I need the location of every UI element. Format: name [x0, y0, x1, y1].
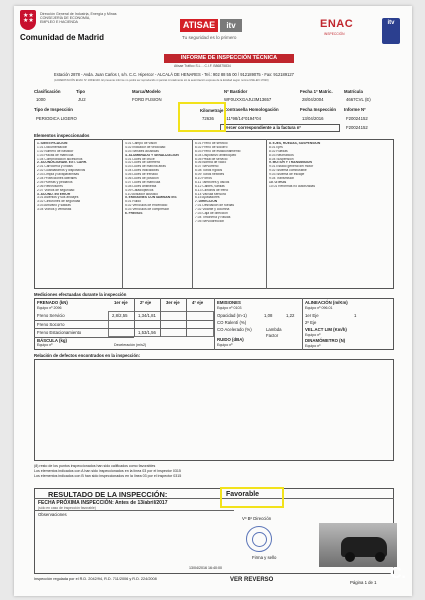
value-matricula: 4667CVL (E) — [346, 97, 371, 102]
element-item: 6.03 Freno de estacionamiento — [195, 149, 241, 153]
measure-divider-1 — [214, 298, 215, 350]
element-item: 3.02 Cinturones de seguridad — [37, 200, 81, 204]
label-matricula: Matrícula — [344, 89, 363, 94]
row-freno-socorro: Freno Socorro — [37, 322, 65, 327]
element-item: 9. MOTOR Y TRANSMISIÓN — [269, 161, 312, 165]
element-item: 2. ACONDICIONAM. EXT. CARR. — [37, 161, 88, 165]
element-item: 8. EJES, RUEDAS, SUSPENSIÓN — [269, 142, 321, 145]
element-item: 4.01 Luces de cruce — [125, 157, 155, 161]
station-line: Estación 2878 - Avda. Juan Carlos I, s/n. C.C. Hipercor - ALCALÁ DE HENARES - Tel.: 902 88 55 00 / 912189075 - Fax: 912189127 — [54, 72, 294, 77]
frenado-label: FRENADO (kN) — [37, 300, 68, 305]
ministry-block: Dirección General de Industria, Energía y Minas CONSEJERÍA DE ECONOMÍA, EMPLEO E HACIENDA — [40, 12, 117, 25]
element-item: 6.13 Cilindros de freno — [195, 188, 229, 192]
label-contrasena: Contraseña Homologación — [224, 107, 279, 112]
axle-header-4: 4º eje — [192, 300, 204, 305]
element-item: 2.02 Guardabarros y dispositivos — [37, 169, 86, 173]
next-inspection-note: (sólo en caso de inspección favorable) — [38, 506, 96, 510]
elements-col-2 — [125, 142, 191, 216]
element-item: 5.02 Vehículos de encendido — [125, 204, 168, 208]
value-clasificacion: 1000 — [36, 97, 46, 102]
slogan: Tu seguridad es lo primero — [182, 35, 237, 40]
alineacion-eje2: 2º Eje — [305, 320, 317, 325]
car-wheel-rear — [375, 552, 385, 562]
measure-divider-2 — [302, 298, 303, 350]
emisiones-equipo: Equipo nº 0103 — [217, 306, 242, 310]
element-item: 6.06 Bomba de vacío — [195, 161, 227, 165]
element-item: 9.01 Estado general del motor — [269, 165, 314, 169]
value-tipo-inspeccion: PERIODICA LIGERO — [36, 116, 77, 121]
freno-servicio-eje1: 2,8/2,55 — [112, 313, 128, 318]
label-clasificacion: Clasificación — [34, 89, 61, 94]
atisae-logo: ATISAE — [180, 19, 218, 32]
result-highlight — [220, 487, 284, 508]
element-item: 6.12 Cables, varillas — [195, 184, 225, 188]
element-item: 7.04 Timonería y rótulas — [195, 215, 231, 219]
elements-divider-1 — [122, 139, 123, 289]
firma-label: Firma y sello — [252, 555, 277, 560]
value-fecha-matric: 28/04/2004 — [302, 97, 324, 102]
elements-divider-2 — [192, 139, 193, 289]
label-fecha-inspeccion: Fecha Inspección — [300, 107, 337, 112]
defects-footnote-1: (8) resto de los puntos inspeccionados han sido calificados como favorables — [34, 464, 156, 468]
official-stamp — [246, 526, 272, 552]
element-item: 6.02 Freno de socorro — [195, 145, 228, 149]
frenado-col-line-1 — [134, 298, 135, 337]
element-item: 6. FRENOS — [125, 212, 143, 216]
element-item: 1.01 Documentación — [37, 145, 68, 149]
ruido-equipo: Equipo nº — [217, 343, 233, 347]
element-item: 4. ALUMBRADO Y SEÑALIZACIÓN — [125, 153, 179, 157]
element-item: 1.04 Comprobación accesorios — [37, 157, 83, 161]
ruido-label: RUIDO (dBA) — [217, 337, 244, 342]
co-ralenti-label: CO Ralentí (%) — [217, 320, 247, 325]
row-freno-servicio: Freno Servicio — [37, 313, 65, 318]
dinamometro-equipo: Equipo nº — [305, 344, 321, 348]
visto-bueno-label: Vº Bº Dirección — [242, 516, 272, 521]
label-bastidor: Nº Bastidor — [224, 89, 248, 94]
observaciones-label: Observaciones — [38, 512, 67, 517]
inspection-report-page — [14, 6, 412, 596]
element-item: 4.03 Señales acústicas — [125, 149, 159, 153]
label-kilometraje: Kilometraje — [200, 108, 224, 113]
frenado-row-line-2 — [34, 328, 214, 329]
element-item: 5.01 Ruido — [125, 200, 141, 204]
element-item: 6.05 Pedal de servicio — [195, 157, 228, 161]
axle-header-3: 3er eje — [166, 300, 180, 305]
result-heading: RESULTADO DE LA INSPECCIÓN: — [48, 490, 168, 499]
velact-label: VEL.ACT LIM (Km/h) — [305, 327, 347, 332]
velact-equipo: Equipo nº — [305, 333, 321, 337]
madrid-shield-logo — [20, 10, 36, 30]
element-item: 3.01 Asientos y sus anclajes — [37, 196, 79, 200]
element-item: 10.01 Reformas no autorizadas — [269, 184, 316, 188]
alineacion-eje1: 1er Eje — [305, 313, 319, 318]
element-item: 8.03 Neumáticos — [269, 153, 294, 157]
enac-logo: ENAC — [320, 18, 354, 30]
opacidad-label: Opacidad (m-1) — [217, 313, 247, 318]
element-item: 4.04 Luces indicadoras — [125, 169, 159, 173]
firma-fecha: 13/04/2016 16:40:00 — [189, 566, 222, 570]
element-item: 2.07 Vidrios de seguridad — [37, 188, 75, 192]
value-fecha-inspeccion: 13/04/2016 — [302, 116, 324, 121]
element-item: 2.06 Retrovisores — [37, 184, 63, 188]
freno-servicio-eje2: 1,34/1,81 — [138, 313, 156, 318]
report-title: INFORME DE INSPECCIÓN TÉCNICA — [164, 54, 294, 63]
element-item: 7.03 Caja de dirección — [195, 212, 228, 216]
element-item: 4.10 Avisador acústico — [125, 192, 158, 196]
element-item: 4.03 Luces de marcha atrás — [125, 165, 166, 169]
vehicle-photo — [319, 523, 397, 567]
freno-estac-eje2: 1,53/1,56 — [138, 330, 156, 335]
label-tipo-inspeccion: Tipo de Inspección — [34, 107, 73, 112]
element-item: 6.14 Válvula sensora — [195, 192, 226, 196]
element-item: 5. EMISIONES CONTAMINANTES — [125, 196, 177, 200]
element-item: 4.08 Luces antiniebla — [125, 184, 157, 188]
factor-label: Factor — [266, 333, 279, 338]
element-item: 7.02 Volante y columna — [195, 208, 230, 212]
label-tercer-informe: Tercer correspondiente a la factura nº — [224, 125, 301, 130]
axle-header-2: 2º eje — [140, 300, 152, 305]
element-item: 4.07 Luces de matrícula — [125, 180, 161, 184]
label-tipo: Tipo — [76, 89, 85, 94]
defects-heading: Relación de defectos encontrados en la inspección: — [34, 353, 141, 358]
emisiones-label: EMISIONES — [217, 300, 241, 305]
value-kilometraje: 72636 — [202, 116, 214, 121]
element-item: 6.08 Tubos rígidos — [195, 169, 223, 173]
car-wheel-front — [345, 552, 355, 562]
elements-col-3 — [195, 142, 265, 224]
page-number: Página 1 de 1 — [350, 580, 377, 585]
label-marca: Marca/Modelo — [132, 89, 161, 94]
element-item: 10. OTROS — [269, 180, 287, 184]
madrid-star-icon: ★★ ★★ — [23, 13, 34, 24]
itv-logo: itv — [382, 18, 400, 44]
element-item: 2.01 Carrocería y chasis — [37, 165, 73, 169]
element-item: 9.03 Sistema de escape — [269, 173, 305, 177]
co-acelerado-label: CO Acelerado (%) — [217, 327, 252, 332]
element-item: 3.04 Vidrios y ventanas — [37, 208, 72, 212]
element-item: 3.03 Antivaho y salidas — [37, 204, 71, 208]
defects-footnote-3: Los elementos indicados con B han sido inspeccionados en la línea 03 por el inspector 0315 — [34, 474, 182, 478]
next-inspection: FECHA PRÓXIMA INSPECCIÓN: Antes de 13/abril/2017 — [38, 500, 168, 506]
label-fecha-matric: Fecha 1ª Matric. — [300, 89, 333, 94]
row-freno-estacionamiento: Freno Estacionamiento — [37, 330, 82, 335]
element-item: 6.04 Dispositivo antibloqueo — [195, 153, 237, 157]
station-line-2: (ACREDITACIÓN ENAC Nº 106/EI146. El presente informe no podrá ser reproducido ni parcial ni totalmente sin la autorización expresa de la Entidad según norma UNE-EN 17020) — [54, 79, 269, 82]
element-item: 2.03 Limpia y lavaparabrisas — [37, 173, 79, 177]
elements-col-4 — [269, 142, 349, 189]
element-item: 8.02 Ruedas — [269, 149, 288, 153]
value-informe: F20024152 — [346, 116, 368, 121]
element-item: 4.09 Catadióptricos — [125, 188, 154, 192]
element-item: 6.11 Tambores y discos — [195, 180, 230, 184]
element-item: 9.02 Sistema combustible — [269, 169, 307, 173]
deceleracion-label: Deceleración (m/s2) — [114, 343, 147, 347]
element-item: 4.05 Luces de frenado — [125, 173, 158, 177]
alineacion-value: 1 — [354, 313, 357, 318]
frenado-row-line-1 — [34, 320, 214, 321]
element-item: 6.07 Servofreno — [195, 165, 219, 169]
defects-footnote-2: Los elementos indicados con A han sido inspeccionados en la línea 03 por el inspector 0315 — [34, 469, 181, 473]
value-tipo: JU2 — [78, 97, 86, 102]
element-item: 2.05 Puertas y peldaños — [37, 180, 73, 184]
value-bastidor: WF0UXXGAJU3M13657 — [224, 97, 272, 102]
lambda-label: Lambda — [266, 327, 282, 332]
element-item: 6.15 Ajustadores — [195, 196, 220, 200]
frenado-equipo: Equipo nº 2096 — [37, 306, 62, 310]
measurements-heading: Mediciones efectuadas durante la inspección — [34, 292, 127, 297]
opacidad-value-1: 1,08 — [264, 313, 273, 318]
company-line: Atisae Tráfico S.L. - C.I.F. B86875834 — [174, 64, 231, 68]
alineacion-label: ALINEACIÓN (m/Km) — [305, 300, 348, 305]
corner-watermark: C. — [390, 565, 406, 582]
defects-box — [34, 359, 394, 461]
element-item: 5.03 Vehículos de compresión — [125, 208, 170, 212]
element-item: 3. ACOND. INTERIOR — [37, 192, 71, 196]
value-factura: F20024152 — [346, 125, 368, 130]
element-item: 4.01 Campo de visión — [125, 142, 157, 145]
element-item: 1.03 Placas de matrícula — [37, 153, 74, 157]
element-item: 1. IDENTIFICACIÓN — [37, 142, 68, 145]
element-item: 7.01 Desviación de ruedas — [195, 204, 235, 208]
axle-header-1: 1er eje — [114, 300, 128, 305]
element-item: 9.04 Transmisión — [269, 177, 295, 181]
enac-sub: INSPECCIÓN — [324, 32, 345, 36]
value-marca: FORD FUSION — [132, 97, 162, 102]
atisae-itv-mark: itv — [220, 19, 242, 32]
element-item: 6.10 Forros — [195, 177, 212, 181]
element-item: 4.02 Indicador de velocidad — [125, 145, 166, 149]
element-item: 2.04 Protecciones laterales — [37, 177, 77, 181]
ver-reverso: VER REVERSO — [230, 577, 274, 583]
bascula-label: BÁSCULA (kg) — [37, 338, 67, 343]
result-value: Favorable — [226, 491, 260, 498]
element-item: 7. DIRECCIÓN — [195, 200, 218, 204]
element-item: 1.02 Número de bastidor — [37, 149, 74, 153]
element-item: 7.05 Servodirección — [195, 219, 225, 223]
alineacion-equipo: Equipo nº 096.01 — [305, 306, 333, 310]
frenado-col-line-2 — [160, 298, 161, 337]
elements-col-1 — [37, 142, 121, 212]
rd-line: Inspección regulada por el R.D. 2042/94, R.D. 711/2006 y R.D. 224/2008 — [34, 577, 157, 581]
value-contrasena: e11*98/14*0194*04 — [224, 116, 261, 121]
label-informe: Informe Nº — [344, 107, 366, 112]
element-item: 8.01 Ejes — [269, 145, 283, 149]
elements-divider-3 — [266, 139, 267, 289]
region-title: Comunidad de Madrid — [20, 33, 104, 42]
bascula-equipo: Equipo nº — [37, 343, 53, 347]
element-item: 4.06 Luces de posición — [125, 177, 159, 181]
dinamometro-label: DINAMÓMETRO (N) — [305, 338, 346, 343]
element-item: 4.02 Luces de carretera — [125, 161, 160, 165]
element-item: 6.09 Tubos flexibles — [195, 173, 225, 177]
kilometraje-highlight — [178, 102, 226, 132]
element-item: 6.01 Freno de servicio — [195, 142, 228, 145]
elements-heading: Elementos inspeccionados — [34, 133, 90, 138]
frenado-col-line-3 — [186, 298, 187, 337]
element-item: 8.04 Suspensión — [269, 157, 294, 161]
opacidad-value-2: 1,22 — [286, 313, 295, 318]
